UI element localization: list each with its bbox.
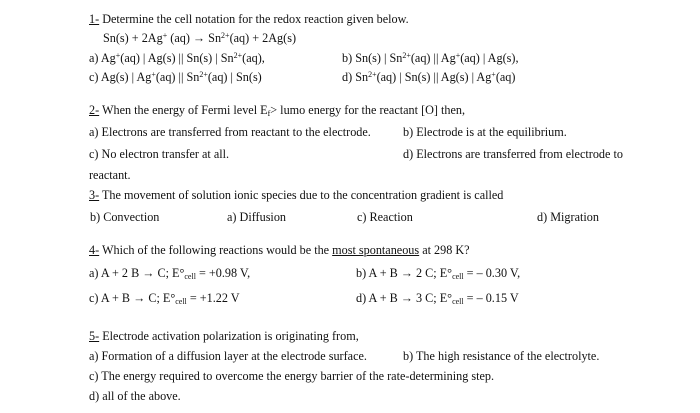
q1-option-d: d) $Sn^{2+}(aq)$ | Sn(s) || Ag(s) | Ag+(aq) — [342, 70, 516, 84]
q1-option-c: c) Ag(s) | Ag+(aq) || $Sn^{2+}(aq)$ | Sn(s) — [89, 70, 262, 84]
q3-option-d: d) Migration — [537, 210, 599, 224]
q3-option-a: a) Diffusion — [227, 210, 287, 224]
q1-text: Determine the cell notation for the redox reaction given below. — [99, 12, 409, 26]
q4-emphasis: most spontaneous — [332, 243, 420, 257]
q2-heading: 2- When the energy of Fermi level $E_f>$ lumo energy for the reactant [O] then, — [89, 103, 466, 118]
q3-option-c: c) Reaction — [357, 210, 413, 224]
q1-option-b: b) Sn(s) | $Sn^{2+}(aq)$ || Ag+(aq) | Ag(s), — [342, 51, 519, 65]
q5-option-a: a) Formation of a diffusion layer at the electrode surface. — [89, 349, 367, 363]
q5-option-c: c) The energy required to overcome the energy barrier of the rate-determining step. — [89, 369, 495, 383]
q2-option-a: a) Electrons are transferred from reactant to the electrode. — [89, 125, 371, 139]
q1-option-a: a) Ag+(aq) | Ag(s) || Sn(s) | $Sn^{2+}(aq)$, — [89, 51, 265, 65]
q4-option-c: c) A + B → C; $E^\circ_{cell} = +1.22$ V — [89, 291, 240, 306]
q3-heading: 3- The movement of solution ionic species due to the concentration gradient is called — [89, 188, 504, 202]
q1-reaction: Sn(s) + 2Ag+ $(aq) \to Sn^{2+}(aq) + 2Ag(s)$ — [103, 31, 296, 45]
q2-option-b: b) Electrode is at the equilibrium. — [403, 125, 567, 139]
q4-heading: 4- Which of the following reactions would be the most spontaneous at 298 K? — [89, 243, 470, 257]
q2-option-c: c) No electron transfer at all. — [89, 147, 230, 161]
q4-number: 4- — [89, 243, 100, 257]
q5-option-d: d) all of the above. — [89, 389, 181, 403]
q3-number: 3- — [89, 188, 100, 202]
q4-option-d: d) A + B → 3 C; $E^\circ_{cell}$ = – 0.15 V — [356, 291, 519, 306]
q3-option-b: b) Convection — [90, 210, 160, 224]
q4-option-a: a) A + 2 B → C; $E^\circ_{cell} = +0.98$ V, — [89, 266, 251, 281]
q2-option-d: d) Electrons are transferred from electrode to — [403, 147, 623, 161]
q1-number: 1- — [89, 12, 100, 26]
q2-number: 2- — [89, 103, 100, 117]
q2-option-d-continued: reactant. — [89, 168, 131, 182]
q1-heading — [89, 13, 409, 25]
q5-option-b: b) The high resistance of the electrolyte. — [403, 349, 600, 363]
q4-option-b: b) A + B → 2 C; $E^\circ_{cell}$ = – 0.30 V, — [356, 266, 521, 281]
q5-heading: 5- Electrode activation polarization is originating from, — [89, 329, 359, 343]
q5-number: 5- — [89, 329, 100, 343]
